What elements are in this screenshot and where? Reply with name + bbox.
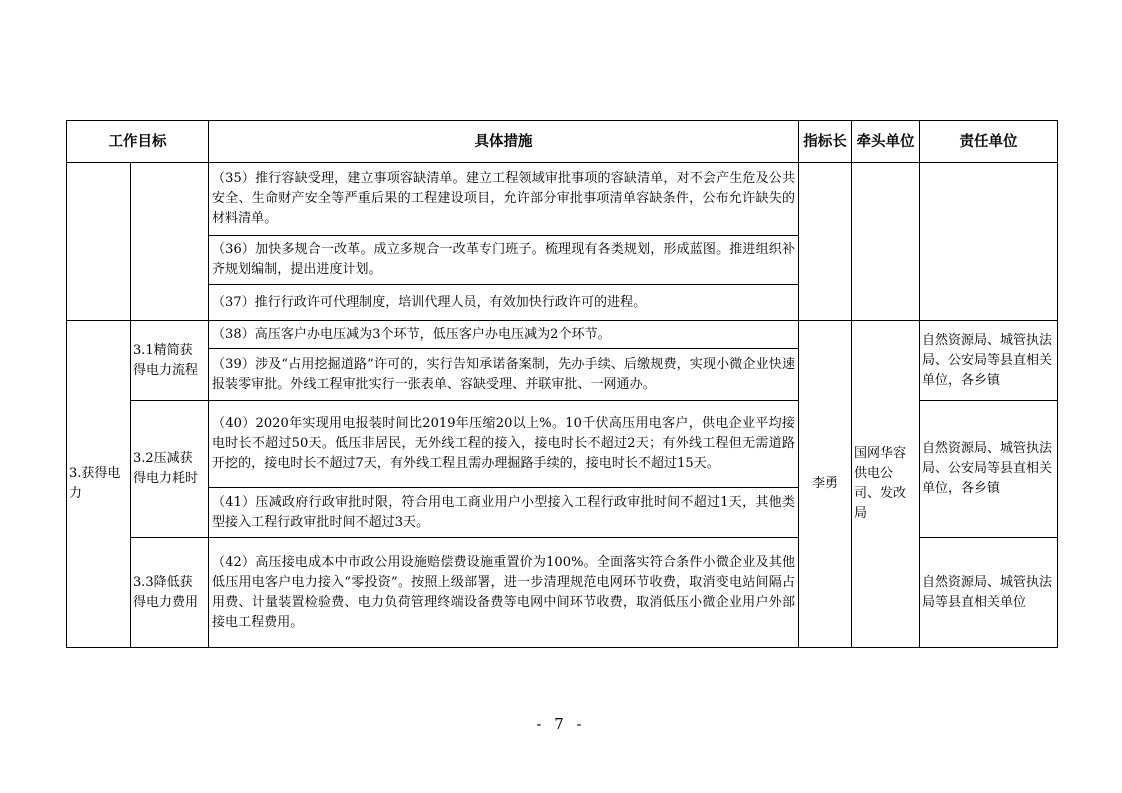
header-chief: 指标长 xyxy=(799,121,852,163)
table-header-row xyxy=(67,121,1058,163)
resp-3-1: 自然资源局、城管执法局、公安局等县直相关单位，各乡镇 xyxy=(920,321,1058,401)
measure-40: （40）2020年实现用电报装时间比2019年压缩20以上%。10千伏高压用电客户，供电企业平均接电时长不超过50天。低压非居民，无外线工程的接入，接电时长不超过2天；有外线工程但无需道路开挖的，接电时长不超过7天，有外线工程且需办理掘路手续的，接电时长不超过15天。 xyxy=(209,401,799,488)
table-row xyxy=(67,163,1058,236)
lead-cell: 国网华容供电公司、发改局 xyxy=(852,321,920,648)
chief-cell: 李勇 xyxy=(799,321,852,648)
subgoal-3-2: 3.2压减获得电力耗时 xyxy=(131,401,209,538)
measures-table xyxy=(66,120,1058,648)
header-measures: 具体措施 xyxy=(209,121,799,163)
measure-36: （36）加快多规合一改革。成立多规合一改革专门班子。梳理现有各类规划，形成蓝图。推进组织补齐规划编制，提出进度计划。 xyxy=(209,236,799,285)
subgoal-3-1: 3.1精简获得电力流程 xyxy=(131,321,209,401)
table-row xyxy=(67,321,1058,349)
lead-cell-empty xyxy=(852,163,920,321)
resp-3-2: 自然资源局、城管执法局、公安局等县直相关单位，各乡镇 xyxy=(920,401,1058,538)
subgoal-cell-empty xyxy=(131,163,209,321)
measure-42: （42）高压接电成本中市政公用设施赔偿费设施重置价为100%。全面落实符合条件小微企业及其他低压用电客户电力接入“零投资”。按照上级部署，进一步清理规范电网环节收费，取消变电站间隔占用费、计量装置检验费、电力负荷管理终端设备费等电网中间环节收费，取消低压小微企业用户外部接电工程费用。 xyxy=(209,538,799,648)
header-lead: 牵头单位 xyxy=(852,121,920,163)
goal-cell-empty xyxy=(67,163,131,321)
header-goal: 工作目标 xyxy=(67,121,209,163)
measure-41: （41）压减政府行政审批时限，符合用电工商业用户小型接入工程行政审批时间不超过1天，其他类型接入工程行政审批时间不超过3天。 xyxy=(209,488,799,538)
page-number: - 7 - xyxy=(536,715,586,733)
measure-39: （39）涉及“占用挖掘道路”许可的，实行告知承诺备案制，先办手续、后缴规费，实现小微企业快速报装零审批。外线工程审批实行一张表单、容缺受理、并联审批、一网通办。 xyxy=(209,349,799,401)
chief-cell-empty xyxy=(799,163,852,321)
header-resp: 责任单位 xyxy=(920,121,1058,163)
measure-35: （35）推行容缺受理，建立事项容缺清单。建立工程领域审批事项的容缺清单，对不会产生危及公共安全、生命财产安全等严重后果的工程建设项目，允许部分审批事项清单容缺条件，公布允许缺失的材料清单。 xyxy=(209,163,799,236)
measure-38: （38）高压客户办电压减为3个环节，低压客户办电压减为2个环节。 xyxy=(209,321,799,349)
measure-37: （37）推行行政许可代理制度，培训代理人员，有效加快行政许可的进程。 xyxy=(209,285,799,321)
subgoal-3-3: 3.3降低获得电力费用 xyxy=(131,538,209,648)
resp-3-3: 自然资源局、城管执法局等县直相关单位 xyxy=(920,538,1058,648)
resp-cell-empty xyxy=(920,163,1058,321)
goal-cell: 3.获得电力 xyxy=(67,321,131,648)
